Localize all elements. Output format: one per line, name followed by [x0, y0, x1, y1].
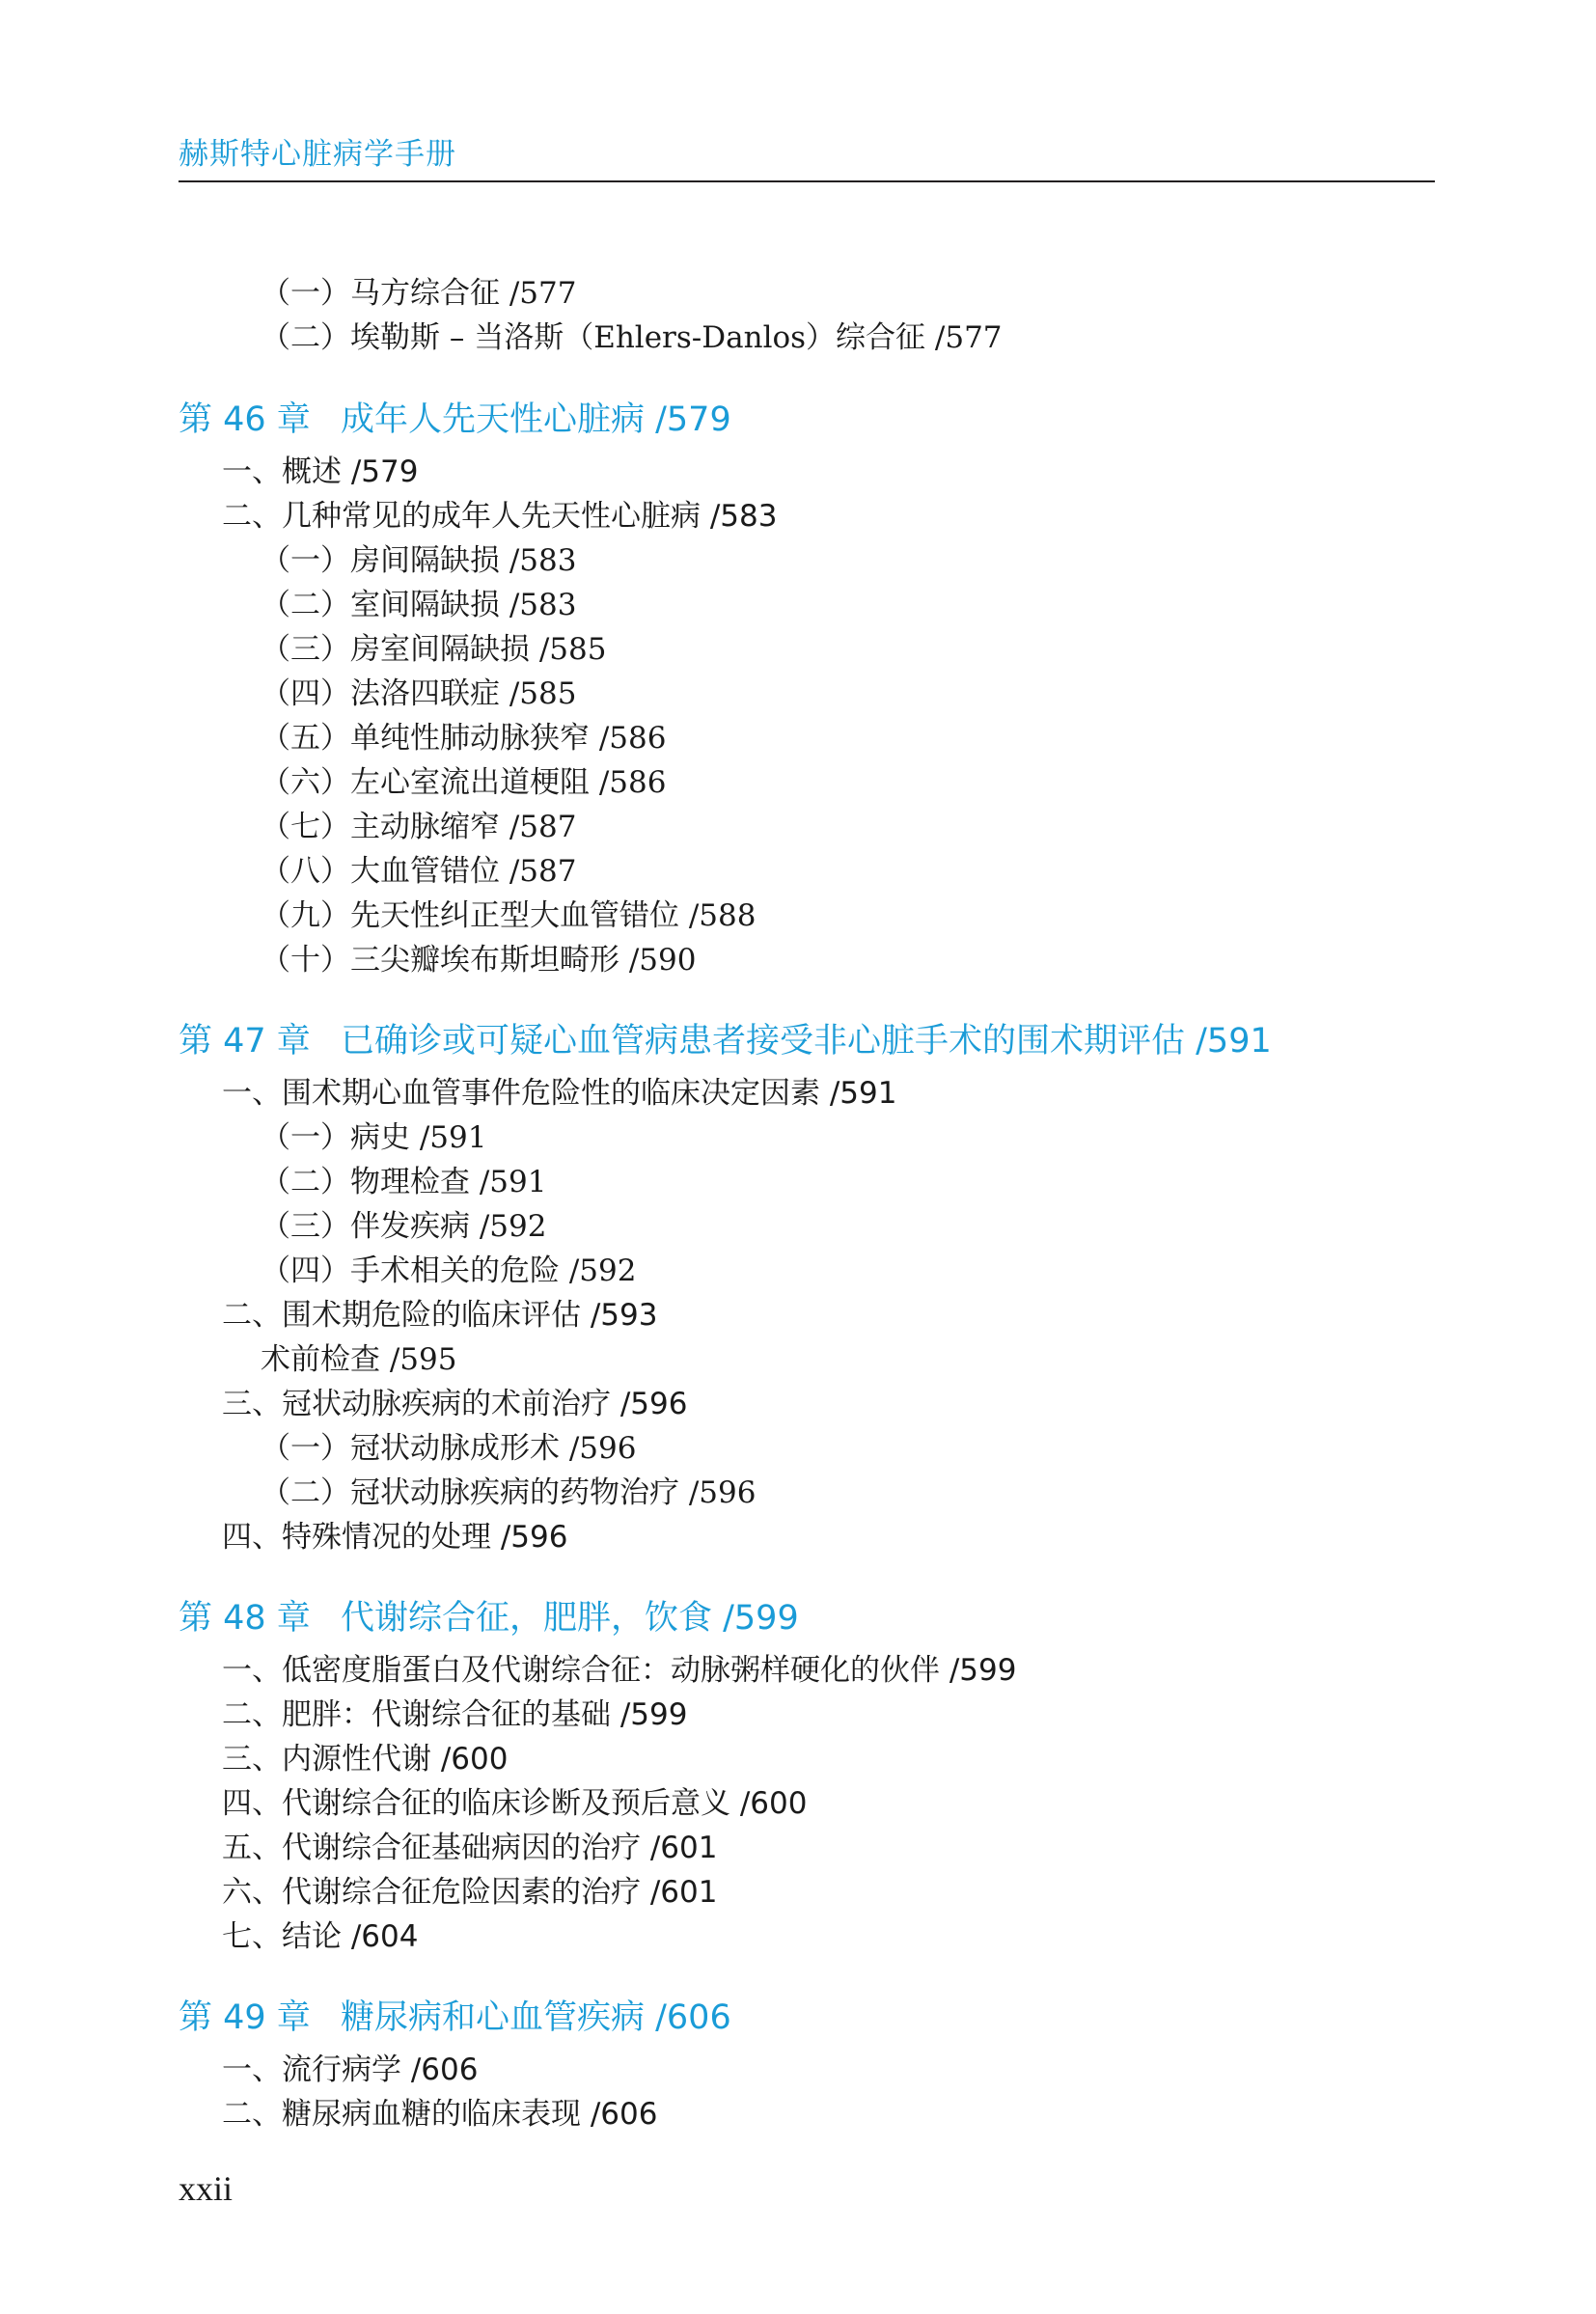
toc-section-entry: 一、围术期心血管事件危险性的临床决定因素 /591 — [222, 1076, 897, 1111]
chapter-title: 已确诊或可疑心血管病患者接受非心脏手术的围术期评估 /591 — [341, 1022, 1272, 1061]
toc-subsection-entry: （二）冠状动脉疾病的药物治疗 /596 — [261, 1475, 757, 1510]
toc-subsection-entry: （九）先天性纠正型大血管错位 /588 — [261, 898, 757, 933]
toc-subsection-entry: （一）病史 /591 — [261, 1120, 487, 1155]
toc-subsection-entry: （二）埃勒斯 – 当洛斯（Ehlers-Danlos）综合征 /577 — [261, 320, 1003, 355]
chapter-number: 第 49 章 — [179, 1998, 311, 2037]
toc-subsection-entry: （四）法洛四联症 /585 — [261, 676, 577, 711]
toc-subsection-entry: （一）冠状动脉成形术 /596 — [261, 1431, 637, 1466]
chapter-title: 代谢综合征，肥胖，饮食 /599 — [341, 1599, 799, 1638]
toc-section-entry: 一、流行病学 /606 — [222, 2052, 479, 2087]
header-rule — [179, 180, 1435, 182]
toc-section-entry: 一、低密度脂蛋白及代谢综合征：动脉粥样硬化的伙伴 /599 — [222, 1653, 1017, 1688]
running-head-title: 赫斯特心脏病学手册 — [179, 137, 456, 172]
chapter-title: 糖尿病和心血管疾病 /606 — [341, 1998, 731, 2037]
toc-subsection-entry: （八）大血管错位 /587 — [261, 854, 577, 889]
chapter-number: 第 47 章 — [179, 1022, 311, 1061]
toc-subsection-entry: （一）房间隔缺损 /583 — [261, 543, 577, 578]
toc-section-entry: 六、代谢综合征危险因素的治疗 /601 — [222, 1875, 718, 1910]
toc-section-entry: 四、代谢综合征的临床诊断及预后意义 /600 — [222, 1786, 808, 1821]
toc-subsection-entry: （六）左心室流出道梗阻 /586 — [261, 765, 667, 800]
toc-subsection-entry: （一）马方综合征 /577 — [261, 276, 577, 311]
chapter-title: 成年人先天性心脏病 /579 — [341, 400, 731, 439]
toc-section-entry: 三、冠状动脉疾病的术前治疗 /596 — [222, 1387, 688, 1421]
toc-section-entry: 五、代谢综合征基础病因的治疗 /601 — [222, 1831, 718, 1865]
chapter-number: 第 46 章 — [179, 400, 311, 439]
toc-section-entry: 二、糖尿病血糖的临床表现 /606 — [222, 2097, 658, 2132]
toc-subsection-entry: （二）物理检查 /591 — [261, 1165, 547, 1199]
toc-subsection-entry: （二）室间隔缺损 /583 — [261, 588, 577, 622]
toc-section-entry: 二、几种常见的成年人先天性心脏病 /583 — [222, 499, 778, 534]
toc-subsection-entry: （三）房室间隔缺损 /585 — [261, 632, 607, 667]
chapter-heading — [179, 1022, 1272, 1061]
chapter-heading — [179, 400, 731, 439]
toc-subsection-entry: （三）伴发疾病 /592 — [261, 1209, 547, 1244]
toc-section-entry: 七、结论 /604 — [222, 1919, 419, 1954]
chapter-number: 第 48 章 — [179, 1599, 311, 1638]
page-number: xxii — [179, 2169, 234, 2208]
toc-section-entry: 四、特殊情况的处理 /596 — [222, 1520, 568, 1555]
toc-subsection-entry: （十）三尖瓣埃布斯坦畸形 /590 — [261, 943, 697, 978]
toc-subsection-entry: 术前检查 /595 — [261, 1342, 457, 1377]
toc-section-entry: 二、肥胖：代谢综合征的基础 /599 — [222, 1697, 688, 1732]
toc-section-entry: 一、概述 /579 — [222, 455, 419, 489]
toc-subsection-entry: （七）主动脉缩窄 /587 — [261, 810, 577, 844]
chapter-heading — [179, 1998, 731, 2037]
toc-section-entry: 二、围术期危险的临床评估 /593 — [222, 1298, 658, 1333]
chapter-heading — [179, 1599, 799, 1638]
toc-subsection-entry: （四）手术相关的危险 /592 — [261, 1253, 637, 1288]
toc-subsection-entry: （五）单纯性肺动脉狭窄 /586 — [261, 721, 667, 756]
toc-section-entry: 三、内源性代谢 /600 — [222, 1742, 509, 1777]
